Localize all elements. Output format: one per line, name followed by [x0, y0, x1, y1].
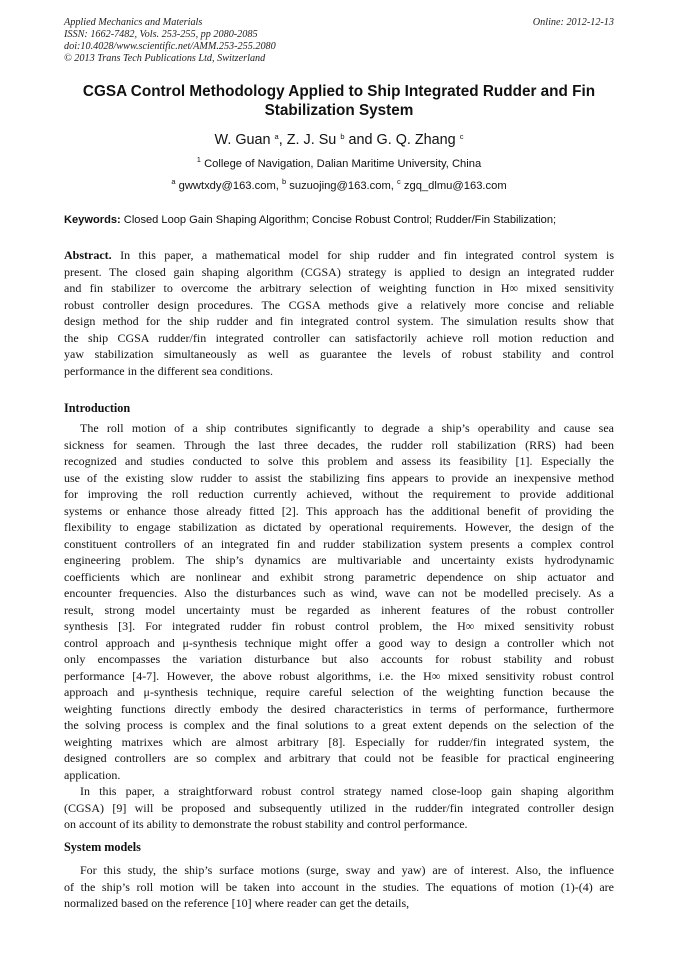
paragraph-line: designed controllers are so complex and arbitrary that could not be feasible for practical engineering [64, 751, 614, 765]
paragraph-line: approach and μ-synthesis technique, require careful selection of the weighting function because the [64, 685, 614, 699]
email-a: gwwtxdy@163.com, [178, 180, 282, 192]
abstract-line: robust controller design procedures. The CGSA methods give a relatively more concise and reliable [64, 297, 614, 312]
paragraph-line: for improving the roll reduction currently achieved, without the requirement to provide additional [64, 487, 614, 501]
paragraph-line: use of the existing slow rudder to assist the stabilizing fins appears to provide an inexpensive method [64, 470, 614, 485]
paragraph-line: engineering problem. The ship’s dynamics are multivariable and uncertainty exists hydrodynamic [64, 553, 614, 567]
affiliation [0, 157, 678, 171]
paragraph-line: the solving process is complex and the final solutions to a great extent depends on the selection of the [64, 718, 614, 732]
paragraph-line: control approach and μ-synthesis technique might offer a good way to design a controller which not [64, 635, 614, 650]
issn-line: ISSN: 1662-7482, Vols. 253-255, pp 2080-2085 [64, 29, 258, 40]
email-c-sup: c [397, 177, 401, 186]
email-c: zgq_dlmu@163.com [403, 180, 507, 192]
paragraph-line: weighting functions directly embody the desired characteristics in terms of performance, furthermore [64, 701, 614, 716]
keywords [64, 213, 624, 227]
paragraph-line: For this study, the ship’s surface motions (surge, sway and yaw) are of interest. Also, the influence [80, 863, 614, 877]
keywords-text: Closed Loop Gain Shaping Algorithm; Concise Robust Control; Rudder/Fin Stabilization; [120, 214, 557, 226]
author-separator-2: and [344, 132, 377, 148]
email-b-sup: b [281, 177, 287, 186]
paragraph-line: sickness for seamen. Through the last three decades, the rudder roll stabilization (RRS) had been [64, 437, 614, 452]
email-a-sup: a [171, 177, 176, 186]
copyright-line: © 2013 Trans Tech Publications Ltd, Switzerland [64, 53, 266, 64]
abstract-line: performance in the different sea conditions. [64, 363, 274, 378]
affiliation-sup: 1 [196, 155, 201, 164]
online-date: Online: 2012-12-13 [532, 17, 614, 28]
section-heading-introduction: Introduction [64, 401, 131, 415]
author-1-sup: a [274, 132, 279, 141]
paragraph-line: application. [64, 767, 121, 782]
paragraph-line: performance [4-7]. However, the above robust algorithms, i.e. the H∞ mixed sensitivity robust control [64, 668, 614, 683]
author-3: G. Q. Zhang [376, 132, 456, 148]
paragraph-line: constituent controllers of an integrated fin and rudder stabilization system presents a complex control [64, 536, 614, 551]
paragraph-line: systems or enhance those already fitted [2]. This approach has the additional benefit of providing the [64, 503, 614, 518]
journal-header [64, 17, 276, 65]
author-list [0, 131, 678, 149]
title-line-1: CGSA Control Methodology Applied to Ship Integrated Rudder and Fin [82, 83, 596, 100]
author-2: Z. J. Su [286, 132, 337, 148]
paragraph-line: of the ship’s roll motion will be taken into account in the studies. The equations of motion (1)-(4) are [64, 879, 614, 894]
title-line-2: Stabilization System [264, 102, 414, 119]
doi-line: doi:10.4028/www.scientific.net/AMM.253-255.2080 [64, 41, 276, 52]
affiliation-text: College of Navigation, Dalian Maritime University, China [204, 158, 482, 170]
introduction-body [64, 420, 614, 833]
abstract-line: yaw stabilization simultaneously as well as guarantee the levels of robust stability and control [64, 347, 614, 361]
paragraph-line: synthesis [3]. For integrated rudder fin robust control problem, the H∞ mixed sensitivity robust [64, 619, 614, 633]
paper-title [40, 82, 638, 120]
abstract-line: present. The closed gain shaping algorithm (CGSA) strategy is applied to design an integrated rudder [64, 264, 614, 279]
paragraph-line: recognized and studies conducted to solve this problem and assess its feasibility [1]. Especially the [64, 454, 614, 468]
paragraph-line: (CGSA) [9] will be proposed and subsequently utilized in the rudder/fin integrated controller design [64, 800, 614, 815]
paragraph-line: weighting matrixes which are almost arbitrary [8]. Especially for rudder/fin integrated system, the [64, 734, 614, 749]
section-heading-system-models: System models [64, 840, 141, 854]
paragraph-line: normalized based on the reference [10] where reader can get the details, [64, 896, 410, 910]
abstract-line: design method for the ship rudder and fin integrated control system. The simulation results show that [64, 314, 614, 328]
paragraph-line: on account of its ability to demonstrate the robust stability and control performance. [64, 817, 468, 831]
abstract [64, 247, 614, 379]
paragraph-line: encounter frequencies. Also the disturbances such as wind, wave can not be modelled precisely. As a [64, 586, 614, 600]
email-list [0, 179, 678, 193]
author-separator-1: , [278, 132, 287, 148]
author-3-sup: c [459, 132, 464, 141]
abstract-line: and fin stabilizer to overcome the arbitrary selection of weighting function in H∞ mixed sensitivity [64, 281, 614, 295]
paragraph-line: flexibility to engage stabilization as dictated by operational requirements. However, the design of the [64, 520, 614, 534]
paragraph-line: coefficients which are nonlinear and exhibit strong parametric dependence on ship actuator and [64, 569, 614, 584]
author-1: W. Guan [214, 132, 271, 148]
abstract-label: Abstract. [64, 248, 112, 262]
journal-name: Applied Mechanics and Materials [64, 17, 203, 28]
paragraph-line: only encompasses the variation disturbance but also accounts for robust stability and robust [64, 652, 614, 666]
author-2-sup: b [340, 132, 345, 141]
keywords-label: Keywords: [64, 214, 121, 226]
paragraph-line: result, strong model uncertainty must be regarded as inherent features of the robust controller [64, 602, 614, 617]
email-b: suzuojing@163.com, [289, 180, 398, 192]
paragraph-line: In this paper, a straightforward robust control strategy named close-loop gain shaping algorithm [80, 784, 614, 798]
paragraph-line: The roll motion of a ship contributes significantly to degrade a ship’s operability and cause sea [80, 421, 614, 435]
abstract-line: Abstract. In this paper, a mathematical model for ship rudder and fin integrated control system is [64, 248, 614, 262]
system-models-body [64, 862, 614, 912]
abstract-line: the ship CGSA rudder/fin integrated controller can satisfactorily achieve roll motion reduction and [64, 330, 614, 345]
